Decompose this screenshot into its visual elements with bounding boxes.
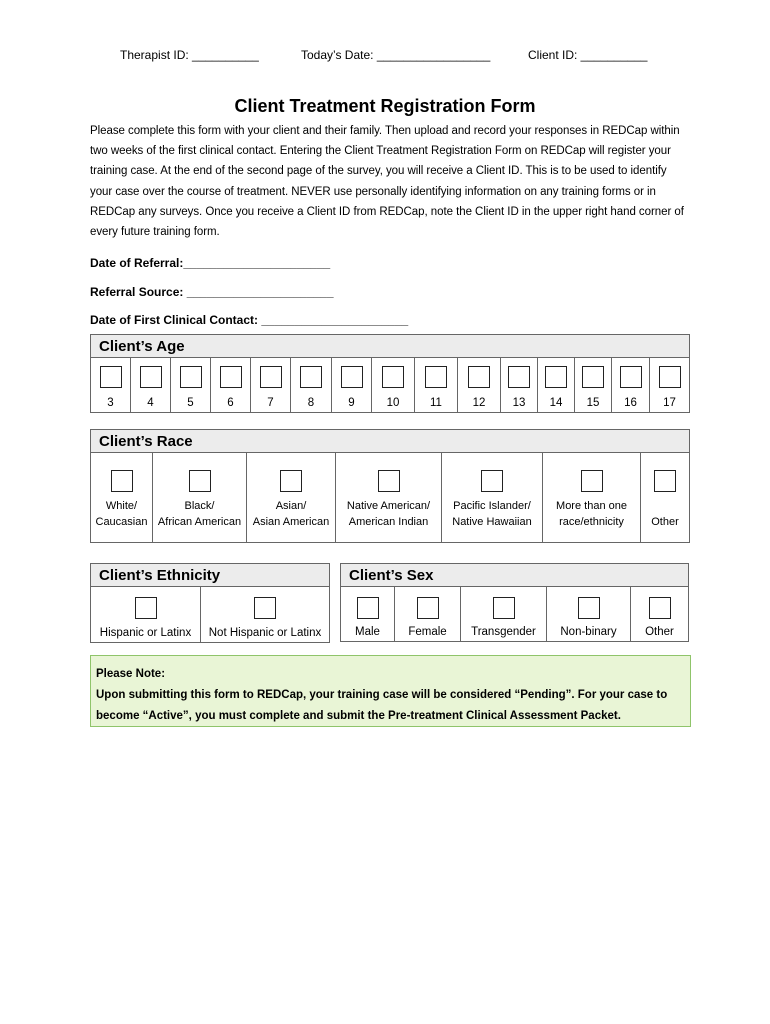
- age-label: 9: [348, 397, 355, 409]
- race-option: [641, 453, 689, 542]
- age-label: 5: [187, 397, 194, 409]
- race-label: [556, 498, 627, 530]
- race-label-line1: More than one: [556, 500, 627, 512]
- race-label-line2: Asian American: [252, 516, 330, 528]
- age-label: 14: [549, 397, 563, 409]
- age-label: 3: [107, 397, 114, 409]
- age-option-16: [612, 358, 650, 412]
- race-label-line2: African American: [157, 516, 242, 528]
- ethnicity-checkbox[interactable]: [135, 597, 157, 619]
- race-label: [253, 498, 329, 530]
- sex-option: [461, 587, 547, 641]
- race-label-line1: Other: [651, 516, 679, 528]
- age-option-14: [538, 358, 575, 412]
- age-checkbox[interactable]: [620, 366, 642, 388]
- age-option-11: [415, 358, 458, 412]
- age-option-9: [332, 358, 372, 412]
- age-checkbox[interactable]: [382, 366, 404, 388]
- age-option-4: [131, 358, 171, 412]
- ethnicity-label: Not Hispanic or Latinx: [208, 627, 322, 639]
- race-label: [96, 498, 148, 530]
- age-label: 15: [586, 397, 600, 409]
- todays-date-field[interactable]: Today’s Date: _________________: [301, 48, 491, 62]
- sex-heading: Client’s Sex: [341, 564, 688, 587]
- race-checkbox[interactable]: [654, 470, 676, 492]
- date-first-contact-field[interactable]: Date of First Clinical Contact: ______________________: [90, 313, 409, 327]
- race-checkbox[interactable]: [481, 470, 503, 492]
- age-label: 17: [663, 397, 676, 409]
- race-label-line2: race/ethnicity: [559, 516, 624, 528]
- race-label-line2: Caucasian: [95, 516, 148, 528]
- note-title: Please Note:: [96, 668, 166, 680]
- age-label: 7: [267, 397, 274, 409]
- sex-label: Female: [408, 626, 447, 638]
- age-option-5: [171, 358, 211, 412]
- sex-label: Male: [355, 626, 380, 638]
- age-option-12: [458, 358, 501, 412]
- age-checkbox[interactable]: [545, 366, 567, 388]
- age-label: 13: [512, 397, 526, 409]
- race-label-line1: Pacific Islander/: [453, 500, 531, 512]
- race-option: [247, 453, 336, 542]
- therapist-id-field[interactable]: Therapist ID: __________: [120, 48, 259, 62]
- ethnicity-label: Hispanic or Latinx: [99, 627, 192, 639]
- age-label: 4: [147, 397, 154, 409]
- age-option-17: [650, 358, 689, 412]
- age-checkbox[interactable]: [300, 366, 322, 388]
- sex-label: Non-binary: [560, 626, 617, 638]
- sex-checkbox[interactable]: [578, 597, 600, 619]
- race-section: [90, 429, 690, 543]
- age-checkbox[interactable]: [220, 366, 242, 388]
- race-heading: Client’s Race: [91, 430, 689, 453]
- form-title: Client Treatment Registration Form: [234, 96, 536, 116]
- intro-paragraph: Please complete this form with your client and their family. Then upload and record your responses in REDCap within two weeks of the first clinical contact. Entering the Client Treatment Registration Form on REDCap will register your training case. At the end of the second page of the survey, you will receive a Client ID. This is to be used to identify your case over the course of treatment. NEVER use personally identifying information on any training forms or in REDCap any surveys. Once you receive a Client ID from REDCap, note the Client ID in the upper right hand corner of every future training form.: [90, 125, 684, 239]
- age-label: 10: [386, 397, 400, 409]
- age-label: 8: [307, 397, 315, 409]
- age-option-10: [372, 358, 415, 412]
- ethnicity-section: [90, 563, 330, 643]
- race-option: [153, 453, 247, 542]
- sex-label: Transgender: [471, 626, 536, 638]
- age-option-3: [91, 358, 131, 412]
- note-body: Upon submitting this form to REDCap, your training case will be considered “Pending”. For your case to become “Active”, you must complete and submit the Pre-treatment Clinical Assessment Packet.: [96, 689, 668, 722]
- age-checkbox[interactable]: [260, 366, 282, 388]
- race-checkbox[interactable]: [378, 470, 400, 492]
- race-option: [336, 453, 442, 542]
- age-checkbox[interactable]: [508, 366, 530, 388]
- sex-option: [547, 587, 631, 641]
- race-label: [158, 498, 241, 530]
- age-checkbox[interactable]: [180, 366, 202, 388]
- race-label-line1: Native American/: [346, 500, 431, 512]
- client-id-field[interactable]: Client ID: __________: [528, 48, 648, 62]
- sex-option: [341, 587, 395, 641]
- age-option-13: [501, 358, 538, 412]
- sex-option: [395, 587, 461, 641]
- age-heading: Client’s Age: [91, 335, 689, 358]
- race-option: [442, 453, 543, 542]
- age-section: [90, 334, 690, 413]
- age-label: 6: [227, 397, 234, 409]
- ethnicity-heading: Client’s Ethnicity: [91, 564, 329, 587]
- race-checkbox[interactable]: [189, 470, 211, 492]
- age-checkbox[interactable]: [582, 366, 604, 388]
- sex-section: [340, 563, 689, 642]
- sex-label: Other: [645, 626, 674, 638]
- race-label: [452, 498, 531, 530]
- ethnicity-option: [201, 587, 329, 642]
- sex-checkbox[interactable]: [357, 597, 379, 619]
- race-label-line2: Native Hawaiian: [452, 516, 532, 528]
- sex-checkbox[interactable]: [649, 597, 671, 619]
- age-checkbox[interactable]: [100, 366, 122, 388]
- ethnicity-option: [91, 587, 201, 642]
- age-checkbox[interactable]: [468, 366, 490, 388]
- race-label-line1: Black/: [184, 500, 215, 512]
- age-label: 16: [624, 397, 637, 409]
- race-option: [91, 453, 153, 542]
- age-label: 11: [430, 397, 442, 409]
- ethnicity-checkbox[interactable]: [254, 597, 276, 619]
- age-label: 12: [472, 397, 486, 409]
- referral-source-field[interactable]: Referral Source: ______________________: [90, 285, 334, 299]
- age-checkbox[interactable]: [140, 366, 162, 388]
- age-checkbox[interactable]: [341, 366, 363, 388]
- age-option-6: [211, 358, 251, 412]
- age-checkbox[interactable]: [659, 366, 681, 388]
- sex-option: [631, 587, 688, 641]
- age-option-7: [251, 358, 291, 412]
- race-checkbox[interactable]: [581, 470, 603, 492]
- race-label-line2: American Indian: [348, 516, 429, 528]
- race-label-line1: Asian/: [275, 500, 307, 512]
- race-checkbox[interactable]: [280, 470, 302, 492]
- race-label: [651, 514, 679, 530]
- race-checkbox[interactable]: [111, 470, 133, 492]
- date-of-referral-field[interactable]: Date of Referral:______________________: [90, 256, 331, 270]
- sex-checkbox[interactable]: [417, 597, 439, 619]
- age-option-8: [291, 358, 332, 412]
- age-checkbox[interactable]: [425, 366, 447, 388]
- race-label: [347, 498, 430, 530]
- race-label-line1: White/: [105, 500, 138, 512]
- race-option: [543, 453, 641, 542]
- age-option-15: [575, 358, 612, 412]
- note-box: [90, 655, 691, 727]
- sex-checkbox[interactable]: [493, 597, 515, 619]
